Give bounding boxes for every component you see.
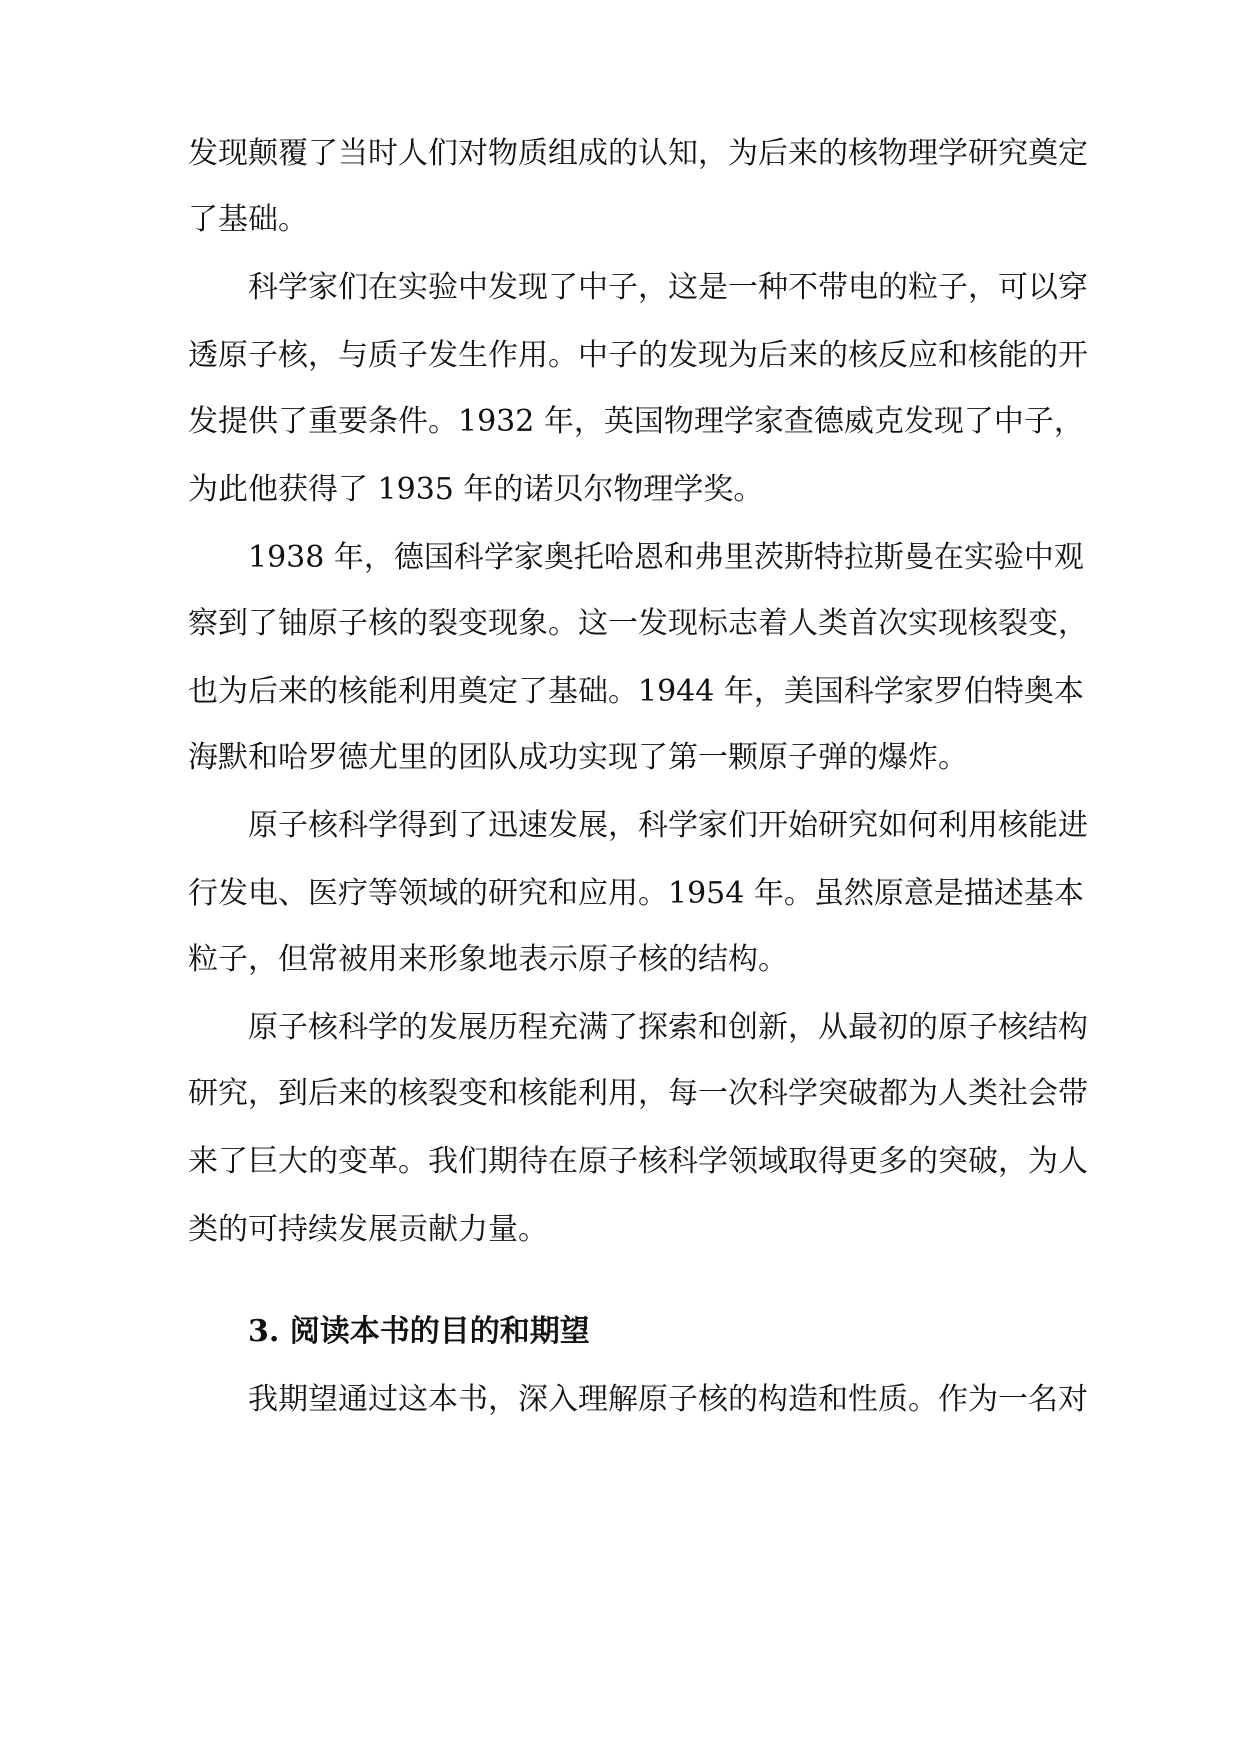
paragraph-3-line-2: 察到了铀原子核的裂变现象。这一发现标志着人类首次实现核裂变， xyxy=(188,606,1088,641)
paragraph-2-line-2: 透原子核，与质子发生作用。中子的发现为后来的核反应和核能的开 xyxy=(188,338,1088,373)
paragraph-3-line-1: 1938 年，德国科学家奥托哈恩和弗里茨斯特拉斯曼在实验中观 xyxy=(248,540,1084,575)
paragraph-2-line-3: 发提供了重要条件。1932 年，英国物理学家查德威克发现了中子， xyxy=(188,404,1084,439)
paragraph-1-line-1: 发现颠覆了当时人们对物质组成的认知，为后来的核物理学研究奠定 xyxy=(188,136,1088,171)
paragraph-5-line-1: 原子核科学的发展历程充满了探索和创新，从最初的原子核结构 xyxy=(248,1010,1088,1045)
section-heading: 3. 阅读本书的目的和期望 xyxy=(248,1314,590,1349)
paragraph-2-line-4: 为此他获得了 1935 年的诺贝尔物理学奖。 xyxy=(188,472,764,507)
paragraph-5-line-4: 类的可持续发展贡献力量。 xyxy=(188,1212,548,1247)
paragraph-5-line-2: 研究，到后来的核裂变和核能利用，每一次科学突破都为人类社会带 xyxy=(188,1076,1088,1111)
paragraph-5-line-3: 来了巨大的变革。我们期待在原子核科学领域取得更多的突破，为人 xyxy=(188,1144,1088,1179)
paragraph-1-line-2: 了基础。 xyxy=(188,202,308,237)
paragraph-2-line-1: 科学家们在实验中发现了中子，这是一种不带电的粒子，可以穿 xyxy=(248,270,1088,305)
paragraph-4-line-2: 行发电、医疗等领域的研究和应用。1954 年。虽然原意是描述基本 xyxy=(188,876,1084,911)
paragraph-3-line-3: 也为后来的核能利用奠定了基础。1944 年，美国科学家罗伯特奥本 xyxy=(188,674,1084,709)
paragraph-3-line-4: 海默和哈罗德尤里的团队成功实现了第一颗原子弹的爆炸。 xyxy=(188,740,968,775)
paragraph-4-line-3: 粒子，但常被用来形象地表示原子核的结构。 xyxy=(188,942,788,977)
paragraph-4-line-1: 原子核科学得到了迅速发展，科学家们开始研究如何利用核能进 xyxy=(248,808,1088,843)
paragraph-6-line-1: 我期望通过这本书，深入理解原子核的构造和性质。作为一名对 xyxy=(248,1382,1088,1417)
